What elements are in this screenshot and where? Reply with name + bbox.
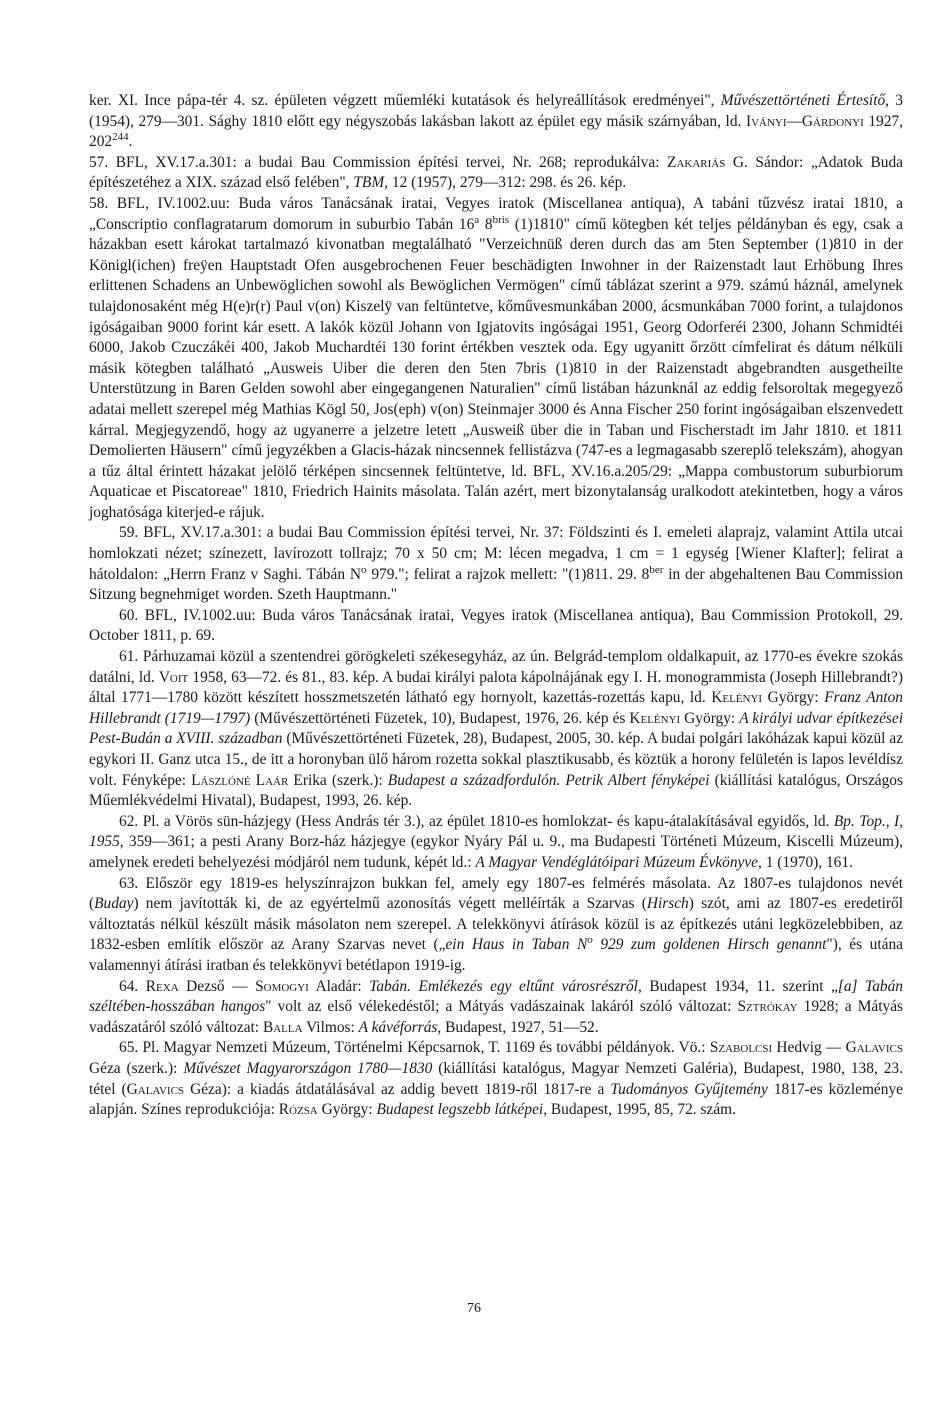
note-text: . bbox=[128, 133, 133, 151]
italic-title: ein Haus in Taban N bbox=[445, 936, 588, 954]
superscript: o bbox=[360, 563, 367, 576]
italic-title: TBM bbox=[353, 174, 385, 192]
author-name: Lászlóné Laár bbox=[191, 771, 289, 789]
author-name: Rózsa bbox=[278, 1101, 318, 1119]
note-text: György: bbox=[680, 709, 740, 727]
author-name: Balla bbox=[262, 1018, 303, 1036]
note-text: (kiállítási katalógus, Országos Műemlékvédelmi Hivatal), Budapest, 1993, 26. kép. bbox=[89, 771, 903, 810]
note-text: 63. Először egy 1819-es helyszínrajzon bukkan fel, amely egy 1807-es felmérés másolata. Az 1807-es tulajdonos nevét ( bbox=[89, 874, 903, 913]
superscript: a bbox=[474, 213, 480, 226]
italic-title: A Magyar Vendéglátóipari Múzeum Évkönyve bbox=[475, 853, 759, 871]
footnote-56-cont bbox=[89, 91, 903, 153]
superscript: 244 bbox=[112, 131, 129, 144]
note-text: ker. XI. Ince pápa-tér 4. sz. épületen végzett műemléki kutatások és helyreállítások eredményei", bbox=[89, 92, 721, 109]
italic-title: Tudományos Gyűjtemény bbox=[610, 1080, 768, 1098]
note-text: 60. BFL, IV.1002.uu: Buda város Tanácsának iratai, Vegyes iratok (Miscellanea antiqua), Bau Commission Protokoll, 29. October 1811, p. 69. bbox=[89, 606, 903, 645]
note-text: 62. Pl. a Vörös sün-házjegy (Hess András tér 3.), az épület 1810-es homlokzat- és kapu-átalakításával egyidős, ld. bbox=[119, 812, 834, 830]
author-name: Szabolcsi bbox=[709, 1039, 773, 1057]
note-text: , 359—361; a pesti Arany Borz-ház házjegye (egykor Nyáry Pál u. 9., ma Budapesti Történeti Múzeum, Kiscelli Múzeum), amelynek eredeti behelyezési módjáról nem tudunk, képét ld.: bbox=[89, 833, 903, 871]
note-text: Aladár: bbox=[308, 977, 370, 995]
note-text: 979."; felirat a rajzok mellett: "(1)811. 29. 8 bbox=[366, 565, 650, 583]
note-text: " volt az első vélekedéstől; a Mátyás vadászainak lakáról szóló változat: bbox=[265, 998, 738, 1016]
italic-title: Franz Anton Hillebrandt (1719—1797) bbox=[89, 689, 903, 727]
author-name: Iványi—Gárdonyi bbox=[745, 112, 864, 130]
footnote-64 bbox=[89, 977, 903, 1039]
author-name: Somogyi bbox=[255, 977, 309, 995]
note-text: György: bbox=[317, 1101, 377, 1119]
note-text: (Művészettörténeti Füzetek, 10), Budapest, 1976, 26. kép és bbox=[250, 709, 630, 727]
note-text: , Budapest 1934, 11. szerint „ bbox=[637, 977, 838, 995]
footnote-57 bbox=[89, 153, 903, 194]
note-text: , 3 (1954), 279—301. Sághy 1810 előtt egy négyszobás lakásban lakott az épület egy másik szárnyában, ld. bbox=[89, 92, 903, 130]
note-text: 64. bbox=[119, 977, 146, 995]
author-name: Voit bbox=[158, 668, 189, 686]
note-text: 8 bbox=[479, 215, 493, 233]
author-name: Galavics bbox=[845, 1039, 903, 1057]
superscript: bris bbox=[492, 213, 510, 226]
note-text: 61. Párhuzamai közül a szentendrei görögkeleti székesegyház, az ún. Belgrád-templom oldalkapuit, az 1770-es évekre szokás datálni, ld. bbox=[89, 648, 903, 686]
note-text: 1928; a Mátyás vadászatáról szóló változat: bbox=[89, 998, 904, 1036]
note-text: György: bbox=[762, 689, 825, 707]
note-text: Géza (szerk.): bbox=[89, 1059, 184, 1077]
note-text: ) nem javították ki, de az egyértelmű azonosítás végett melléírták a Szarvas ( bbox=[133, 895, 647, 913]
note-text: in der abgehaltenen Bau Commission Sitzung begnehmiget worden. Szeth Hauptmann." bbox=[89, 565, 904, 604]
author-name: Zakariás bbox=[667, 153, 726, 171]
note-text: , 1 (1970), 161. bbox=[758, 853, 853, 871]
italic-title: A kávéforrás bbox=[358, 1018, 438, 1036]
italic-title: Buday bbox=[94, 895, 134, 913]
note-text: , Budapest, 1995, 85, 72. szám. bbox=[543, 1101, 736, 1119]
footnote-59 bbox=[89, 523, 903, 605]
author-name: Rexa bbox=[145, 977, 179, 995]
italic-title: Művészettörténeti Értesítő bbox=[720, 92, 886, 109]
note-text: "), és utána valamennyi átírási iratban és telekkönyvi betétlapon 1919-ig. bbox=[89, 936, 903, 974]
italic-title: [a] Tabán széltében-hosszában hangos bbox=[89, 977, 903, 1016]
italic-title: Budapest legszebb látképei bbox=[376, 1101, 544, 1119]
author-name: Sztrókay bbox=[737, 998, 798, 1016]
note-text: ) szót, ami az 1807-es eredetiről változtatás nélkül készült másik másolaton nem szerepel. A telekkönyvi átírások közül is az építkezés utáni legközelebbiben, az 1832-esben említik először az Arany Szarvas nevet („ bbox=[89, 895, 903, 954]
footnote-60 bbox=[89, 606, 903, 647]
italic-title: o bbox=[587, 934, 593, 947]
footnotes bbox=[89, 91, 903, 1121]
italic-title: A királyi udvar építkezései Pest-Budán a XVIII. században bbox=[89, 709, 904, 748]
italic-title: 929 zum goldenen Hirsch genannt bbox=[592, 936, 827, 954]
italic-title: Bp. Top., I, 1955 bbox=[89, 812, 903, 851]
note-text: , 12 (1957), 279—312: 298. és 26. kép. bbox=[384, 174, 627, 192]
note-text: 1927, 202 bbox=[89, 112, 903, 151]
note-text: G. Sándor: „Adatok Buda építészetéhez a XIX. század első felében", bbox=[89, 153, 904, 192]
footnote-62 bbox=[89, 812, 903, 874]
footnote-58 bbox=[89, 194, 903, 524]
note-text: 1958, 63—72. és 81., 83. kép. A budai királyi palota kápolnájának egy I. H. monogrammista (Joseph Hillebrandt?) által 1771—1780 között készített hosszmetszetén látható egy hornyolt, kazettás-rozettás kapu, ld. bbox=[89, 668, 903, 707]
note-text: Dezső — bbox=[178, 977, 256, 995]
note-text: 59. BFL, XV.17.a.301: a budai Bau Commission építési tervei, Nr. 37: Földszinti és I. emeleti alaprajz, valamint Attila utcai homlokzati nézet; színezett, lavírozott tollrajz; 70 x 50 cm; M: lécen megadva, 1 cm = 1 egység [Wiener Klafter]; felirat a hátoldalon: „Herrn Franz v Saghi. Tábán N bbox=[89, 524, 903, 583]
note-text: 1817-es közleménye alapján. Színes reprodukciója: bbox=[89, 1080, 903, 1119]
footnote-65 bbox=[89, 1038, 903, 1120]
page-number: 76 bbox=[467, 1301, 481, 1316]
note-text: Hedvig — bbox=[772, 1039, 846, 1057]
italic-title: Tabán. Emlékezés egy eltűnt városrészről bbox=[369, 977, 638, 995]
note-text: Géza): a kiadás átdatálásával az addig bevett 1819-ről 1817-re a bbox=[184, 1080, 611, 1098]
note-text: (1)1810" című kötegben két teljes példányban és egy, csak a házakban esett károkat tartalmazó kivonatban megtalálható "Verzeichnüß deren durch das am 5ten September (1)810 in der Königl(ichen) freÿen Hauptstadt Ofen ausgebrochenen Feuer beschädigten Inwohner in der Raizenstadt laut Erhöbung Ihres erlittenen Schadens an Unbewöglichen sowohl als Bewöglichen Vermögen" című táblázat szerint a 979. számú háznál, amelynek tulajdonosaként még H(e)r(r) Paul v(on) Kiszelÿ van feltüntetve, kőművesmunkában 2000, ácsmunkában 7000 forint, a tulajdonos igóságaiban 9000 forint kár esett. A lakók közül Johann von Igjatovits ingóságai 1951, Georg Odorferéi 2300, Johann Schmidtéi 6000, Jakob Czuczákéi 400, Jakob Muchardtéi 130 forint értékben vesztek oda. Egy ugyanitt őrzött címfelirat és dátum nélküli másik kötegben található „Ausweis Uiber die deren den 5ten 7bris (1)810 in der Raizenstadt abgebrandten ausgetheilte Unterstützung in Baren Gelden sowohl aber eingegangenen Naturalien" című listában házunknál az eddig felsoroltak megegyező adatai mellett szerepel még Mathias Kögl 50, Jos(eph) v(on) Steinmajer 3000 és Anna Fischer 250 forint ingóságaiban elszenvedett kárral. Megjegyzendő, hogy az ugyanerre a jelzetre letett „Ausweiß über die in Taban und Fischerstadt im Jahr 1810. et 1811 Demolierten Häusern" című jegyzékben a Glacis-házak nincsennek fellistázva (747-es a legmagasabb szereplő telekszám), ahogyan a tűz által érintett házakat jelölő térképen sincsennek feltüntetve, ld. BFL, XV.16.a.205/29: „Mappa combustorum suburbiorum Aquaticae et Piscatoreae" 1810, Friedrich Hainits másolata. Talán azért, mert bizonytalanság uralkodott atekintetben, hogy a város joghatósága kiterjed-e rájuk. bbox=[89, 215, 903, 521]
note-text: , Budapest, 1927, 51—52. bbox=[437, 1018, 599, 1036]
note-text: 57. BFL, XV.17.a.301: a budai Bau Commission építési tervei, Nr. 268; reprodukálva: bbox=[89, 153, 668, 171]
italic-title: Budapest a századfordulón. Petrik Albert fényképei bbox=[387, 771, 710, 789]
note-text: Erika (szerk.): bbox=[288, 771, 388, 789]
note-text: Vilmos: bbox=[302, 1018, 359, 1036]
note-text: 65. Pl. Magyar Nemzeti Múzeum, Történelmi Képcsarnok, T. 1169 és további példányok. Vö.: bbox=[119, 1039, 710, 1057]
author-name: Kelényi bbox=[629, 709, 681, 727]
superscript: ber bbox=[649, 563, 664, 576]
italic-title: Művészet Magyarországon 1780—1830 bbox=[183, 1059, 433, 1077]
footnote-61 bbox=[89, 647, 903, 812]
author-name: Galavics bbox=[126, 1080, 185, 1098]
note-text: 58. BFL, IV.1002.uu: Buda város Tanácsának iratai, Vegyes iratok (Miscellanea antiqua), A tabáni tűzvész iratai 1810, a „Conscriptio conflagratarum domorum in suburbio Tabán 16 bbox=[89, 194, 903, 233]
note-text: (kiállítási katalógus, Magyar Nemzeti Galéria), Budapest, 1980, 138, 23. tétel ( bbox=[89, 1059, 903, 1098]
author-name: Kelényi bbox=[711, 689, 763, 707]
note-text: (Művészettörténeti Füzetek, 28), Budapest, 2005, 30. kép. A budai polgári lakóházak kapui közül az egykori II. Ganz utca 15., de itt a horonyban ülő három rozetta sokkal plasztikusabb, és köztük a horony felületén is lapos levéldísz volt. Fényképe: bbox=[89, 730, 903, 789]
footnote-63 bbox=[89, 874, 903, 977]
italic-title: Hirsch bbox=[646, 895, 689, 913]
